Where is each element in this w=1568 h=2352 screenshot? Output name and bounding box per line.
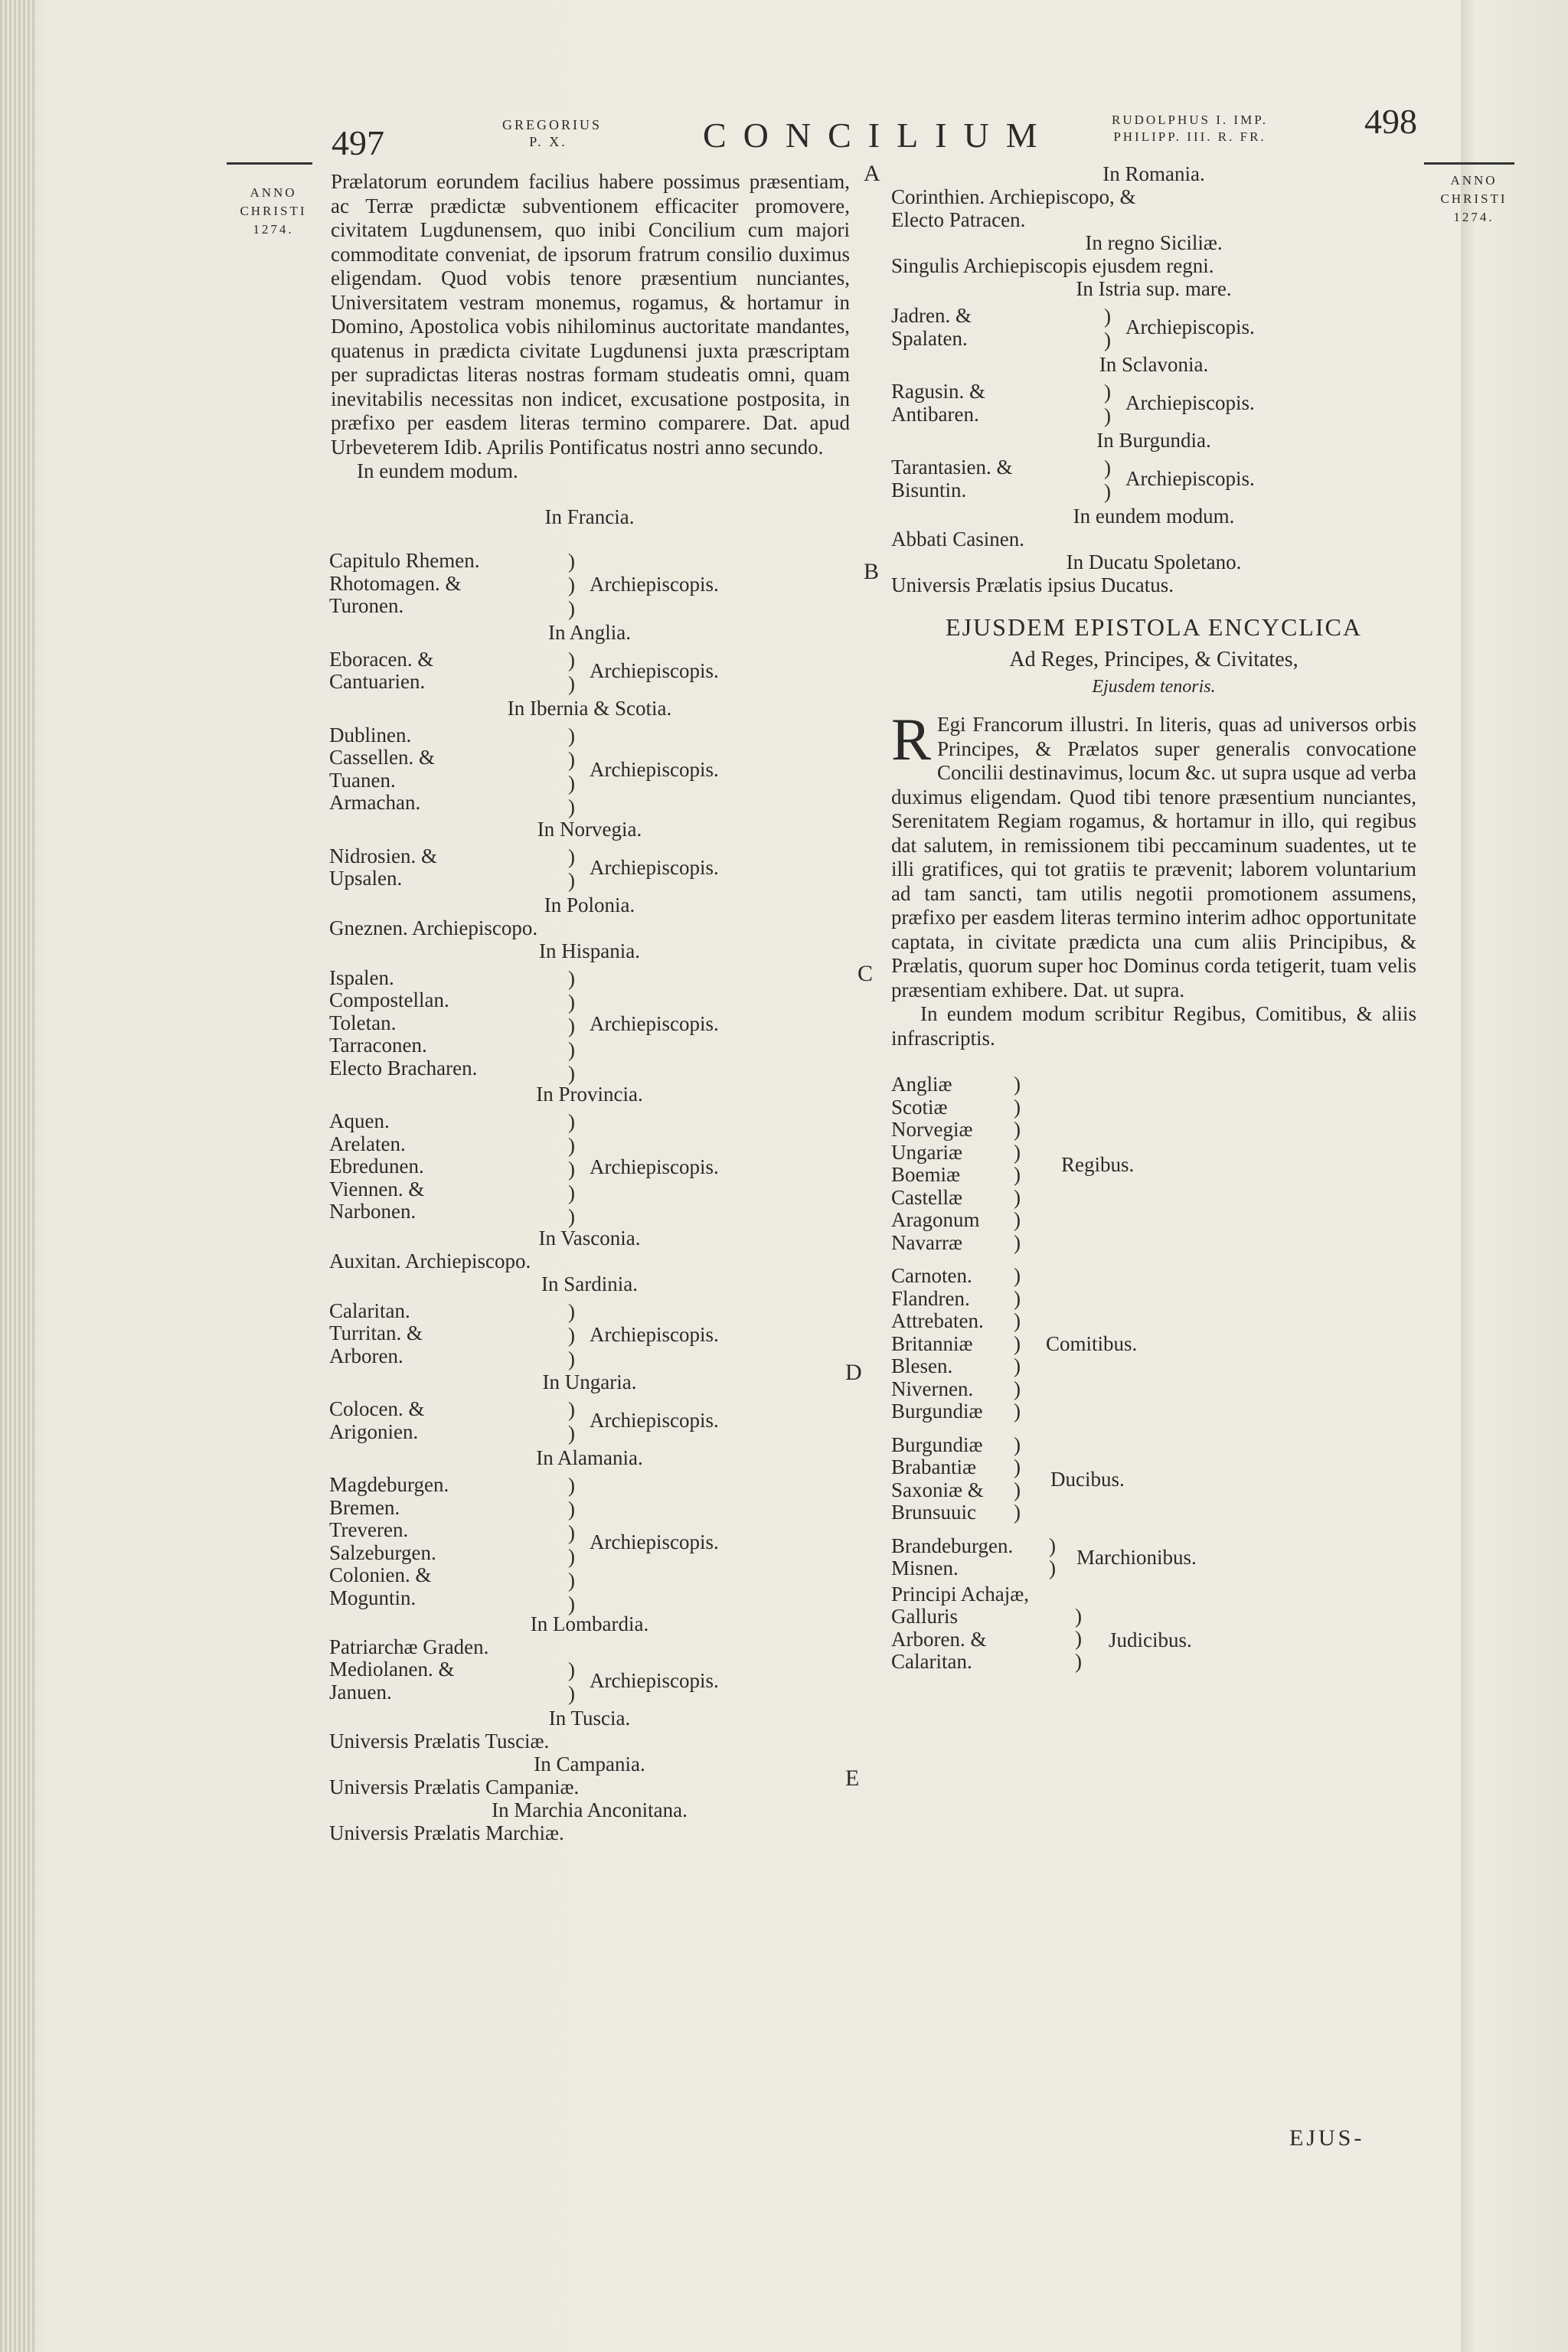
drop-cap: R <box>891 706 932 773</box>
single-line: Electo Patracen. <box>891 208 1026 231</box>
left-running-head <box>502 116 603 150</box>
sidenote-line: ANNO <box>1450 173 1498 188</box>
group-member: Burgundiæ <box>891 1400 983 1423</box>
section-heading: In Istria sup. mare. <box>1076 277 1232 300</box>
section-heading: In Sardinia. <box>541 1272 638 1295</box>
group-member: Turritan. & <box>329 1321 423 1344</box>
epistola-text: Egi Francorum illustri. In literis, quas ad universos orbis Principes, & Prælatos super generalis convocatione Concilii destinavimus, locum &c. ut supra usque ad verba duximus eligendam. Quod tibi tenore præsentium nunciantes, Serenitatem Regiam rogamus, & hortamur in illo, qui regibus dat salutem, in remissionem tibi peccaminum suadentes, ut te illi gratifices, qui tot gratiis te prævenit; laborem voluntarium ad tam sancti, tam utilis negotii promotionem assumens, præfixo per easdem literas termino interim adhoc opportunitate captata, in civitate prædicta una cum aliis Principibus, & Prælatis, quorum super hoc Dominus corda tetigerit, tuam velis præsentiam exhibere. Dat. ut supra. <box>891 713 1416 1001</box>
group-member: Castellæ <box>891 1185 962 1209</box>
sidenote-right <box>1424 172 1524 227</box>
group-label: Archiepiscopis. <box>1125 315 1255 338</box>
single-line: Universis Prælatis ipsius Ducatus. <box>891 573 1174 596</box>
single-line: Universis Prælatis Marchiæ. <box>329 1821 564 1844</box>
group-member: Antibaren. <box>891 402 979 426</box>
runhead-line: RUDOLPHUS I. IMP. <box>1111 113 1269 127</box>
group-member: Aragonum <box>891 1208 980 1231</box>
group-hispania: Ispalen. Compostellan. Toletan. Tarraconen. Electo Bracharen. ) ) ) ) ) Archiepiscopis. <box>329 967 850 1080</box>
group-member: Brunsuuic <box>891 1501 976 1524</box>
margin-letter-b: B <box>864 559 880 584</box>
group-sardinia: Calaritan. Turritan. & Arboren. ) ) ) Archiepiscopis. <box>329 1300 850 1368</box>
group-member: Upsalen. <box>329 867 403 890</box>
single-line: Universis Prælatis Tusciæ. <box>329 1730 550 1753</box>
sidenote-line: CHRISTI <box>240 204 307 218</box>
group-member: Ragusin. & <box>891 380 986 403</box>
group-provincia: Aquen. Arelaten. Ebredunen. Viennen. & Narbonen. ) ) ) ) ) Archiepiscopis. <box>329 1110 850 1223</box>
group-member: Ispalen. <box>329 965 394 989</box>
runhead-line: PHILIPP. III. R. FR. <box>1113 129 1266 144</box>
group-member: Nidrosien. & <box>329 844 437 867</box>
single-line: Corinthien. Archiepiscopo, & <box>891 185 1136 208</box>
group-label: Archiepiscopis. <box>590 1155 719 1178</box>
group-label: Archiepiscopis. <box>590 1011 719 1035</box>
in-eundem-modum: In eundem modum. <box>357 459 518 482</box>
group-label: Archiepiscopis. <box>590 658 719 682</box>
epistola-close: In eundem modum scribitur Regibus, Comitibus, & aliis infrascriptis. <box>891 1002 1416 1050</box>
group-member: Attrebaten. <box>891 1309 984 1332</box>
margin-letter-e: E <box>845 1766 860 1791</box>
group-member: Arboren. & <box>891 1627 987 1651</box>
group-member: Magdeburgen. <box>329 1473 449 1496</box>
section-heading: In Campania. <box>534 1753 645 1775</box>
group-member: Moguntin. <box>329 1586 416 1609</box>
group-member: Narbonen. <box>329 1200 416 1223</box>
group-member: Galluris <box>891 1605 958 1628</box>
group-francia: Capitulo Rhemen. Rhotomagen. & Turonen. ) ) ) Archiepiscopis. <box>329 550 850 618</box>
runhead-line: GREGORIUS <box>502 117 603 132</box>
group-member: Ebredunen. <box>329 1155 424 1178</box>
group-member: Norvegiæ <box>891 1118 973 1141</box>
group-member: Salzeburgen. <box>329 1540 436 1564</box>
group-member: Brabantiæ <box>891 1455 976 1478</box>
group-label: Archiepiscopis. <box>590 757 719 781</box>
margin-letter-c: C <box>858 961 874 986</box>
group-label: Archiepiscopis. <box>590 1530 719 1553</box>
group-judicibus: Principi Achajæ, Galluris Arboren. & Calaritan. ) ) ) Judicibus. <box>891 1583 1416 1674</box>
group-member: Cassellen. & <box>329 746 435 769</box>
left-column <box>329 170 850 1844</box>
group-ibernia: Dublinen. Cassellen. & Tuanen. Armachan. ) ) ) ) Archiepiscopis. <box>329 724 850 815</box>
sidenote-left <box>224 184 323 239</box>
group-label: Comitibus. <box>1046 1332 1138 1355</box>
page-title: CONCILIUM <box>703 116 1054 155</box>
group-member: Rhotomagen. & <box>329 571 462 595</box>
group-member: Jadren. & <box>891 304 972 327</box>
group-member: Boemiæ <box>891 1163 961 1186</box>
group-norvegia: Nidrosien. & Upsalen. ) ) Archiepiscopis. <box>329 845 850 890</box>
runhead-line: P. X. <box>529 134 567 149</box>
group-member: Colocen. & <box>329 1397 425 1420</box>
margin-letter-d: D <box>845 1360 862 1385</box>
group-member: Calaritan. <box>891 1650 972 1673</box>
sidenote-rule-left <box>227 162 312 165</box>
group-label: Archiepiscopis. <box>1125 391 1255 414</box>
group-member: Calaritan. <box>329 1298 410 1322</box>
left-page-number: 497 <box>332 123 384 162</box>
page-edge-left <box>0 0 35 2352</box>
section-heading: In Vasconia. <box>538 1226 641 1250</box>
group-member: Eboracen. & <box>329 647 434 671</box>
group-label: Archiepiscopis. <box>590 573 719 596</box>
group-member: Compostellan. <box>329 988 449 1011</box>
group-label: Judicibus. <box>1109 1628 1192 1651</box>
group-label: Archiepiscopis. <box>590 1322 719 1346</box>
sidenote-line: 1274. <box>253 222 294 237</box>
epistola-subheading: Ad Reges, Principes, & Civitates, <box>1009 648 1298 671</box>
group-member: Capitulo Rhemen. <box>329 549 480 572</box>
single-line: Gneznen. Archiepiscopo. <box>329 916 538 939</box>
group-member: Treveren. <box>329 1518 409 1541</box>
right-column <box>891 162 1416 1677</box>
group-member: Turonen. <box>329 594 404 617</box>
left-paragraph: Prælatorum eorundem facilius habere possimus præsentiam, ac Terræ prædictæ subventionem efficaciter promovere, civitatem Lugdunensem, quo inibi Concilium cum majori commoditate conveniat, de ipsorum fratrum consilio duximus eligendam. Quod vobis tenore præsentium nunciantes, Universitatem vestram monemus, rogamus, & hortamur in Domino, Apostolica vobis nihilominus auctoritate mandantes, quatenus in prædicta civitate Lugdunensi juxta præscriptam per supradictas literas nostras formam studeatis omni, quam inevitabilis necessitas non indicet, excusatione postposita, in præfixo per easdem literas termino comparere. Dat. apud Urbeveterem Idib. Aprilis Pontificatus nostri anno secundo. <box>331 170 850 459</box>
section-heading: In Polonia. <box>544 893 635 916</box>
margin-letter-a: A <box>864 161 880 186</box>
group-label: Ducibus. <box>1050 1467 1125 1491</box>
group-member: Principi Achajæ, <box>891 1582 1029 1606</box>
section-heading: In Norvegia. <box>537 817 642 841</box>
group-member: Brandeburgen. <box>891 1534 1014 1557</box>
single-line: Auxitan. Archiepiscopo. <box>329 1249 531 1272</box>
group-label: Marchionibus. <box>1076 1545 1197 1569</box>
group-member: Tarraconen. <box>329 1034 427 1057</box>
page-edge-right <box>1461 0 1568 2352</box>
group-member: Ungariæ <box>891 1140 962 1164</box>
group-member: Spalaten. <box>891 326 968 350</box>
group-sclavonia: Ragusin. & Antibaren. ) ) Archiepiscopis. <box>891 381 1416 426</box>
group-member: Angliæ <box>891 1073 952 1096</box>
group-member: Bremen. <box>329 1495 400 1519</box>
group-member: Januen. <box>329 1680 392 1704</box>
section-heading: In Ungaria. <box>542 1370 637 1393</box>
group-member: Toletan. <box>329 1011 397 1034</box>
sidenote-line: ANNO <box>250 185 297 200</box>
section-heading: In Francia. <box>544 505 635 528</box>
group-member: Colonien. & <box>329 1563 432 1586</box>
group-member: Arelaten. <box>329 1132 406 1155</box>
group-ungaria: Colocen. & Arigonien. ) ) Archiepiscopis. <box>329 1398 850 1443</box>
catchword: EJUS- <box>1289 2125 1365 2151</box>
group-member: Arboren. <box>329 1344 403 1367</box>
group-label: Archiepiscopis. <box>1125 467 1255 490</box>
group-label: Archiepiscopis. <box>590 855 719 879</box>
group-comitibus: Carnoten. Flandren. Attrebaten. Britanniæ Blesen. Nivernen. Burgundiæ ) ) ) ) ) ) ) Comitibus. <box>891 1265 1416 1423</box>
section-heading: In Lombardia. <box>530 1612 649 1635</box>
group-anglia: Eboracen. & Cantuarien. ) ) Archiepiscopis. <box>329 648 850 694</box>
group-member: Cantuarien. <box>329 670 426 693</box>
group-member: Scotiæ <box>891 1095 948 1119</box>
group-member: Mediolanen. & <box>329 1658 455 1681</box>
group-member: Blesen. <box>891 1354 953 1377</box>
group-burgundia: Tarantasien. & Bisuntin. ) ) Archiepiscopis. <box>891 456 1416 501</box>
epistola-tenor: Ejusdem tenoris. <box>1092 677 1216 697</box>
section-heading: In Sclavonia. <box>1099 353 1209 376</box>
group-ducibus: Burgundiæ Brabantiæ Saxoniæ & Brunsuuic ) ) ) ) Ducibus. <box>891 1434 1416 1524</box>
section-heading: In Marchia Anconitana. <box>492 1798 688 1821</box>
section-heading: In regno Siciliæ. <box>1085 231 1223 254</box>
single-line: Abbati Casinen. <box>891 528 1024 550</box>
right-running-head <box>1075 112 1305 145</box>
single-line: Patriarchæ Graden. <box>329 1635 489 1658</box>
section-heading: In Romania. <box>1102 162 1205 185</box>
group-regibus: Angliæ Scotiæ Norvegiæ Ungariæ Boemiæ Castellæ Aragonum Navarræ ) ) ) ) ) ) ) ) Regibus. <box>891 1073 1416 1254</box>
single-line: Universis Prælatis Campaniæ. <box>329 1775 580 1798</box>
sidenote-rule-right <box>1424 162 1514 165</box>
group-member: Tarantasien. & <box>891 456 1013 479</box>
group-member: Electo Bracharen. <box>329 1056 478 1080</box>
section-heading: In eundem modum. <box>1073 505 1235 528</box>
group-member: Bisuntin. <box>891 478 967 501</box>
group-alamania: Magdeburgen. Bremen. Treveren. Salzeburgen. Colonien. & Moguntin. ) ) ) ) ) ) Archiepiscopis. <box>329 1474 850 1609</box>
epistola-body <box>891 706 1416 1002</box>
group-member: Carnoten. <box>891 1264 972 1287</box>
section-heading: In Provincia. <box>536 1083 643 1106</box>
group-label: Archiepiscopis. <box>590 1669 719 1692</box>
single-line: Singulis Archiepiscopis ejusdem regni. <box>891 254 1214 277</box>
section-heading: In Anglia. <box>548 620 631 644</box>
section-heading: In Ibernia & Scotia. <box>507 696 672 720</box>
group-istria: Jadren. & Spalaten. ) ) Archiepiscopis. <box>891 305 1416 350</box>
group-label: Regibus. <box>1061 1153 1135 1176</box>
section-heading: In Burgundia. <box>1096 429 1211 452</box>
section-heading: In Hispania. <box>539 939 640 962</box>
group-member: Saxoniæ & <box>891 1478 984 1501</box>
group-member: Viennen. & <box>329 1177 425 1200</box>
epistola-heading: EJUSDEM EPISTOLA ENCYCLICA <box>946 613 1362 641</box>
group-member: Misnen. <box>891 1557 959 1579</box>
group-member: Burgundiæ <box>891 1432 983 1456</box>
group-member: Navarræ <box>891 1230 962 1254</box>
right-page-number: 498 <box>1364 102 1417 141</box>
section-heading: In Ducatu Spoletano. <box>1066 550 1242 573</box>
group-member: Nivernen. <box>891 1377 974 1400</box>
group-member: Aquen. <box>329 1109 390 1132</box>
group-lombardia: Mediolanen. & Januen. ) ) Archiepiscopis. <box>329 1658 850 1704</box>
group-member: Armachan. <box>329 791 421 814</box>
section-heading: In Tuscia. <box>548 1707 631 1730</box>
group-marchionibus: Brandeburgen. Misnen. ) ) Marchionibus. <box>891 1535 1416 1580</box>
group-member: Dublinen. <box>329 723 412 746</box>
sidenote-line: CHRISTI <box>1440 191 1508 206</box>
group-member: Arigonien. <box>329 1419 419 1443</box>
section-heading: In Alamania. <box>536 1446 643 1469</box>
group-member: Tuanen. <box>329 768 396 792</box>
group-label: Archiepiscopis. <box>590 1409 719 1432</box>
group-member: Britanniæ <box>891 1331 973 1355</box>
sidenote-line: 1274. <box>1453 210 1494 224</box>
group-member: Flandren. <box>891 1286 970 1310</box>
